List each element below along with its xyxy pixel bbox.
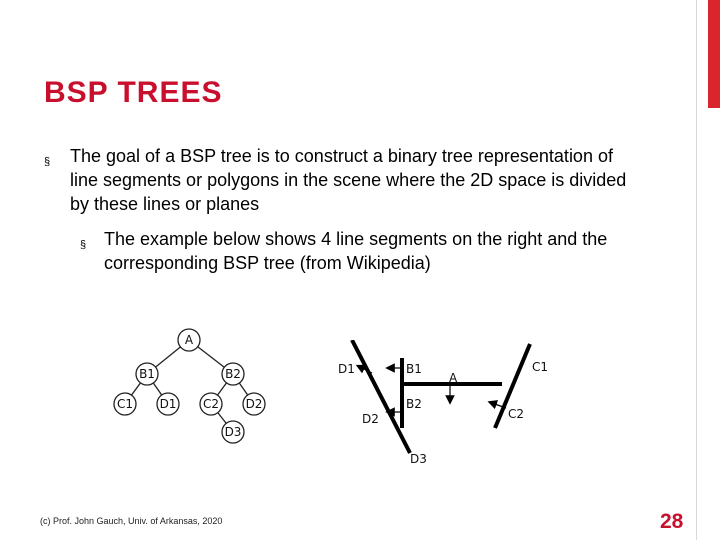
label-d3: D3 bbox=[410, 452, 427, 466]
tree-node-d1 bbox=[157, 393, 179, 415]
label-b2: B2 bbox=[406, 397, 422, 411]
label-d2: D2 bbox=[362, 412, 379, 426]
tree-node-b2 bbox=[222, 363, 244, 385]
label-c2: C2 bbox=[508, 407, 525, 421]
bullet-text: The goal of a BSP tree is to construct a binary tree representation of line segments or polygons in the scene where the 2D space is divided by these lines or planes bbox=[70, 146, 627, 214]
slide-title: BSP TREES bbox=[44, 76, 223, 109]
line-segments-diagram bbox=[330, 340, 560, 470]
tree-node-c2 bbox=[200, 393, 222, 415]
svg-text:B2: B2 bbox=[225, 367, 241, 381]
accent-bar bbox=[708, 0, 720, 108]
tree-node-d2 bbox=[243, 393, 265, 415]
svg-text:C1: C1 bbox=[116, 397, 134, 411]
svg-text:D2: D2 bbox=[245, 397, 263, 411]
page-number: 28 bbox=[660, 510, 684, 533]
svg-text:D3: D3 bbox=[224, 425, 242, 439]
svg-text:A: A bbox=[184, 333, 194, 347]
label-d1: D1 bbox=[338, 362, 355, 376]
bsp-tree-diagram bbox=[110, 322, 290, 447]
footer-credit: (c) Prof. John Gauch, Univ. of Arkansas, 2020 bbox=[40, 516, 223, 526]
svg-text:B1: B1 bbox=[139, 367, 155, 381]
bullet-marker: § bbox=[80, 239, 87, 251]
tree-node-d3 bbox=[222, 421, 244, 443]
tree-node-b1 bbox=[136, 363, 158, 385]
label-b1: B1 bbox=[406, 362, 422, 376]
svg-text:D1: D1 bbox=[159, 397, 177, 411]
label-a: A bbox=[449, 371, 458, 385]
tree-node-c1 bbox=[114, 393, 136, 415]
svg-text:C2: C2 bbox=[202, 397, 220, 411]
label-c1: C1 bbox=[532, 360, 549, 374]
right-divider bbox=[696, 0, 697, 540]
bullet-marker: § bbox=[44, 156, 51, 168]
tree-node-a bbox=[178, 329, 200, 351]
bullet-text: The example below shows 4 line segments on the right and the corresponding BSP tree (from Wikipedia) bbox=[104, 229, 608, 273]
